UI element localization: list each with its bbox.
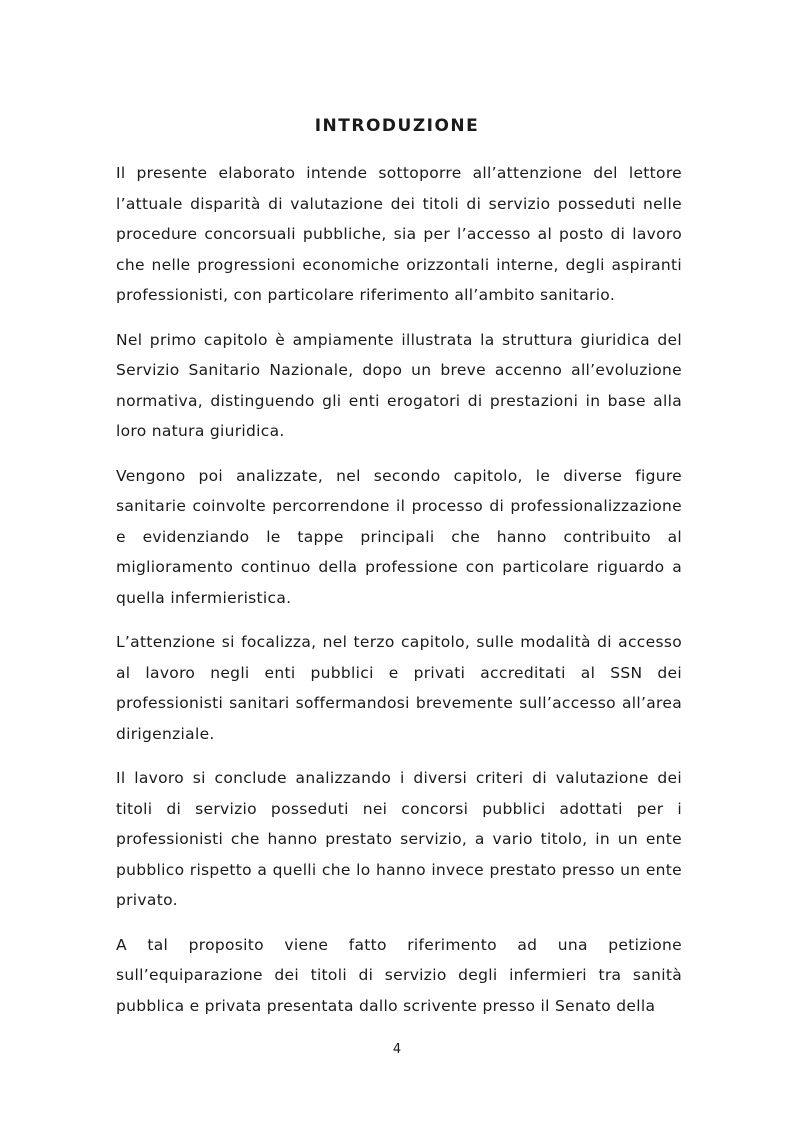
paragraph-5: Il lavoro si conclude analizzando i diversi criteri di valutazione dei titoli di servizio posseduti nei concorsi pubblici adottati per i professionisti che hanno prestato servizio, a vario titolo, in un ente pubblico rispetto a quelli che lo hanno invece prestato presso un ente privato. <box>116 769 682 909</box>
page-number: 4 <box>392 1042 402 1057</box>
paragraph-6: A tal proposito viene fatto riferimento ad una petizione sull’equiparazione dei titoli di servizio degli infermieri tra sanità pubblica e privata presentata dallo scrivente presso il Senato della <box>116 935 682 1015</box>
page-title: INTRODUZIONE <box>314 116 480 136</box>
paragraph-3: Vengono poi analizzate, nel secondo capitolo, le diverse figure sanitarie coinvolte percorrendone il processo di professionalizzazione e evidenziando le tappe principali che hanno contribuito al miglioramento continuo della professione con particolare riguardo a quella infermieristica. <box>116 466 682 607</box>
body-text <box>116 158 682 1035</box>
paragraph-1: Il presente elaborato intende sottoporre all’attenzione del lettore l’attuale disparità di valutazione dei titoli di servizio posseduti nelle procedure concorsuali pubbliche, sia per l’accesso al posto di lavoro che nelle progressioni economiche orizzontali interne, degli aspiranti professionisti, con particolare riferimento all’ambito sanitario. <box>116 164 682 304</box>
paragraph-2: Nel primo capitolo è ampiamente illustrata la struttura giuridica del Servizio Sanitario Nazionale, dopo un breve accenno all’evoluzione normativa, distinguendo gli enti erogatori di prestazioni in base alla loro natura giuridica. <box>116 330 682 440</box>
paragraph-4: L’attenzione si focalizza, nel terzo capitolo, sulle modalità di accesso al lavoro negli enti pubblici e privati accreditati al SSN dei professionisti sanitari soffermandosi brevemente sull’accesso all’area dirigenziale. <box>116 633 682 743</box>
